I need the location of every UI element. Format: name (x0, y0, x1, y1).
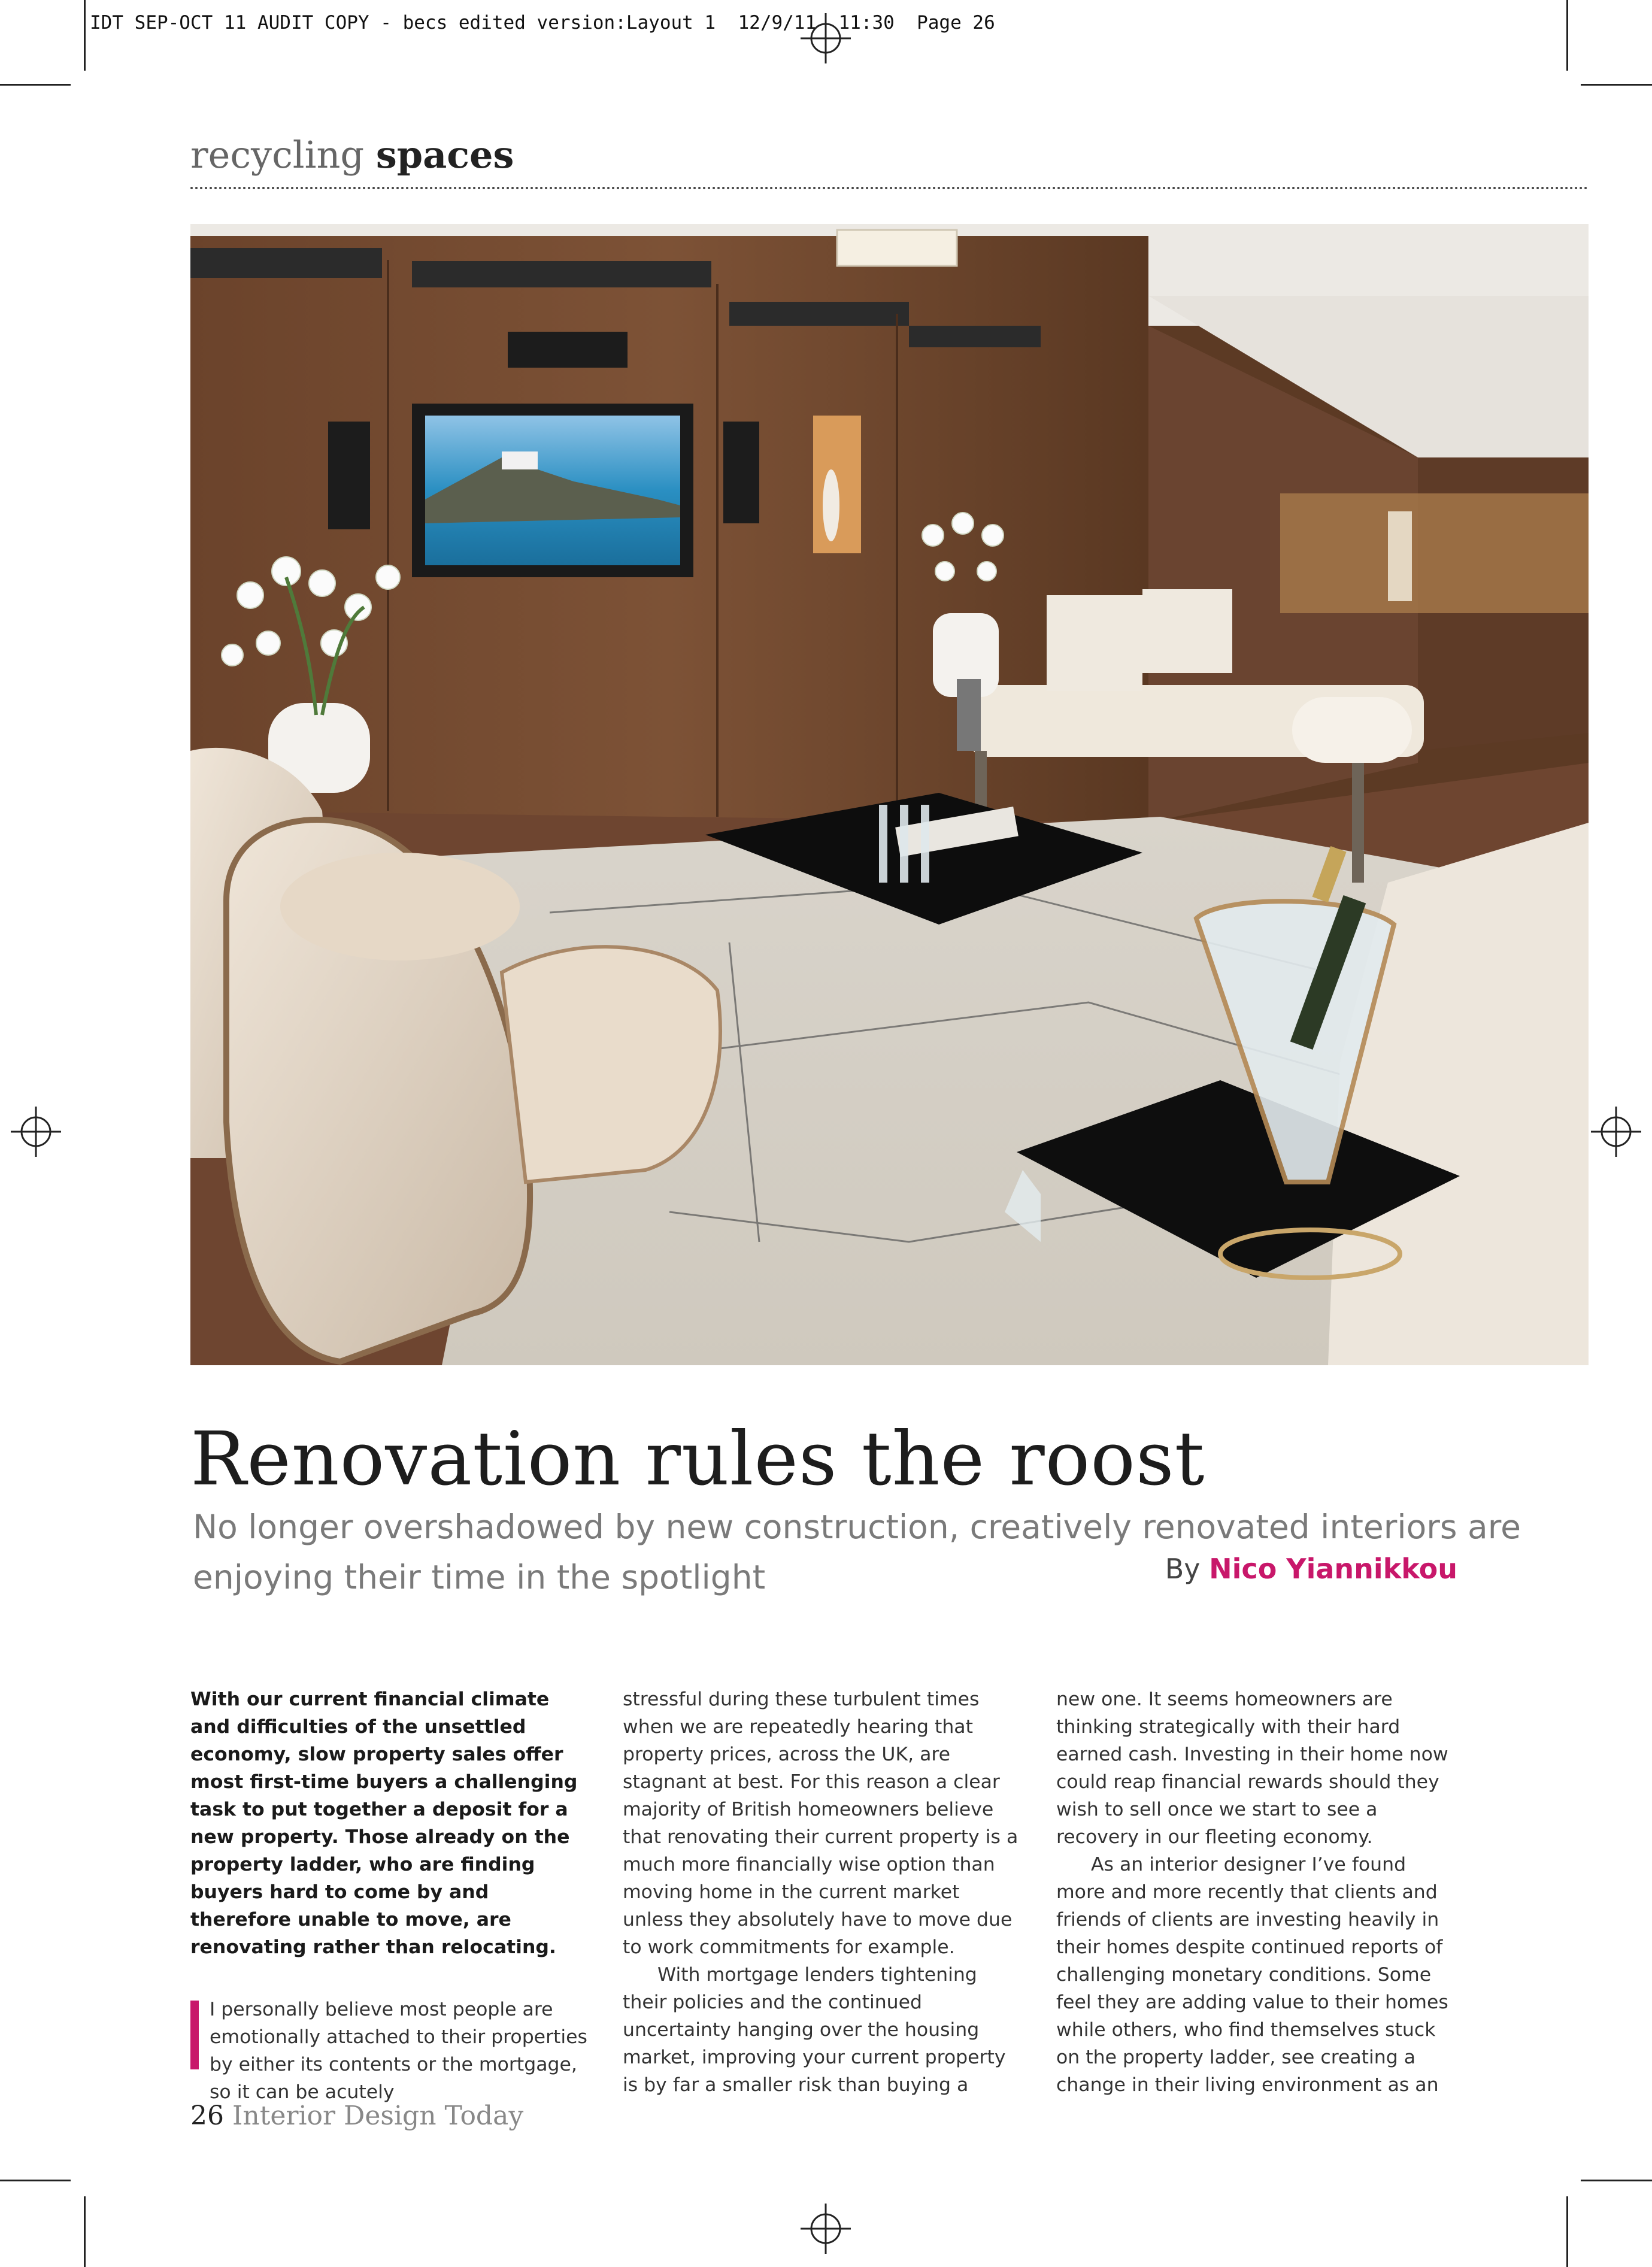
section-label (190, 133, 514, 177)
crop-mark (1566, 0, 1568, 71)
page-folio (190, 2101, 523, 2131)
body-paragraph: As an interior designer I’ve found more and more recently that clients and friends of clients are investing heavily in their homes despite continued reports of challenging monetary conditions. Some feel they are adding value to their homes while others, who find themselves stuck on the property ladder, see creating a change in their living environment as an (1056, 1854, 1448, 2096)
crop-mark (84, 0, 86, 71)
body-paragraph: With mortgage lenders tightening their policies and the continued uncertainty hanging over the housing market, improving your current property is by far a smaller risk than buying a (623, 1964, 1006, 2096)
body-paragraph: stressful during these turbulent times when we are repeatedly hearing that property prices, across the UK, are stagnant at best. For this reason a clear majority of British homeowners believe that renovating their current property is a much more financially wise option than moving home in the current market unless they absolutely have to move due to work commitments for example. (623, 1689, 1019, 1958)
article-column-2 (623, 1686, 1021, 2099)
article-byline (1165, 1553, 1457, 1585)
body-paragraph: new one. It seems homeowners are thinking strategically with their hard earned cash. Investing in their home now could reap financial rewards should they wish to sell once we start to see a recovery in our fleeting economy. (1056, 1689, 1448, 1848)
author-name: Nico Yiannikkou (1209, 1553, 1457, 1585)
byline-prefix: By (1165, 1553, 1201, 1585)
article-headline: Renovation rules the roost (190, 1416, 1205, 1502)
crop-mark (84, 2196, 86, 2267)
crop-mark (0, 84, 71, 86)
section-label-light: recycling (190, 133, 365, 177)
page-number: 26 (190, 2101, 224, 2131)
drop-cap-bar (190, 2001, 199, 2069)
crop-mark (1581, 2180, 1652, 2181)
printer-slug-line: IDT SEP-OCT 11 AUDIT COPY - becs edited version:Layout 1 12/9/11 11:30 Page 26 (90, 12, 995, 34)
registration-mark-icon (11, 1107, 61, 1157)
publication-name: Interior Design Today (232, 2101, 524, 2131)
lead-paragraph: With our current financial climate and difficulties of the unsettled economy, slow property sales offer most first-time buyers a challenging task to put together a deposit for a new property. Those already on the property ladder, who are finding buyers hard to come by and therefore unable to move, are renovating rather than relocating. (190, 1689, 578, 1958)
article-column-1 (190, 1686, 589, 2106)
body-paragraph (190, 1996, 589, 2106)
crop-mark (1581, 84, 1652, 86)
article-column-3 (1056, 1686, 1454, 2099)
registration-mark-icon (801, 13, 851, 63)
article-standfirst: No longer overshadowed by new construction, creatively renovated interiors are enjoying their time in the spotlight (193, 1508, 1521, 1596)
section-divider (190, 187, 1589, 189)
registration-mark-icon (801, 2204, 851, 2254)
living-room-illustration (190, 224, 1589, 1365)
crop-mark (1566, 2196, 1568, 2267)
crop-mark (0, 2180, 71, 2181)
body-paragraph-text: I personally believe most people are emotionally attached to their properties by either its contents or the mortgage, so it can be acutely (210, 1999, 587, 2103)
registration-mark-icon (1591, 1107, 1641, 1157)
section-label-bold: spaces (375, 133, 514, 177)
living-room-photo (190, 224, 1589, 1365)
